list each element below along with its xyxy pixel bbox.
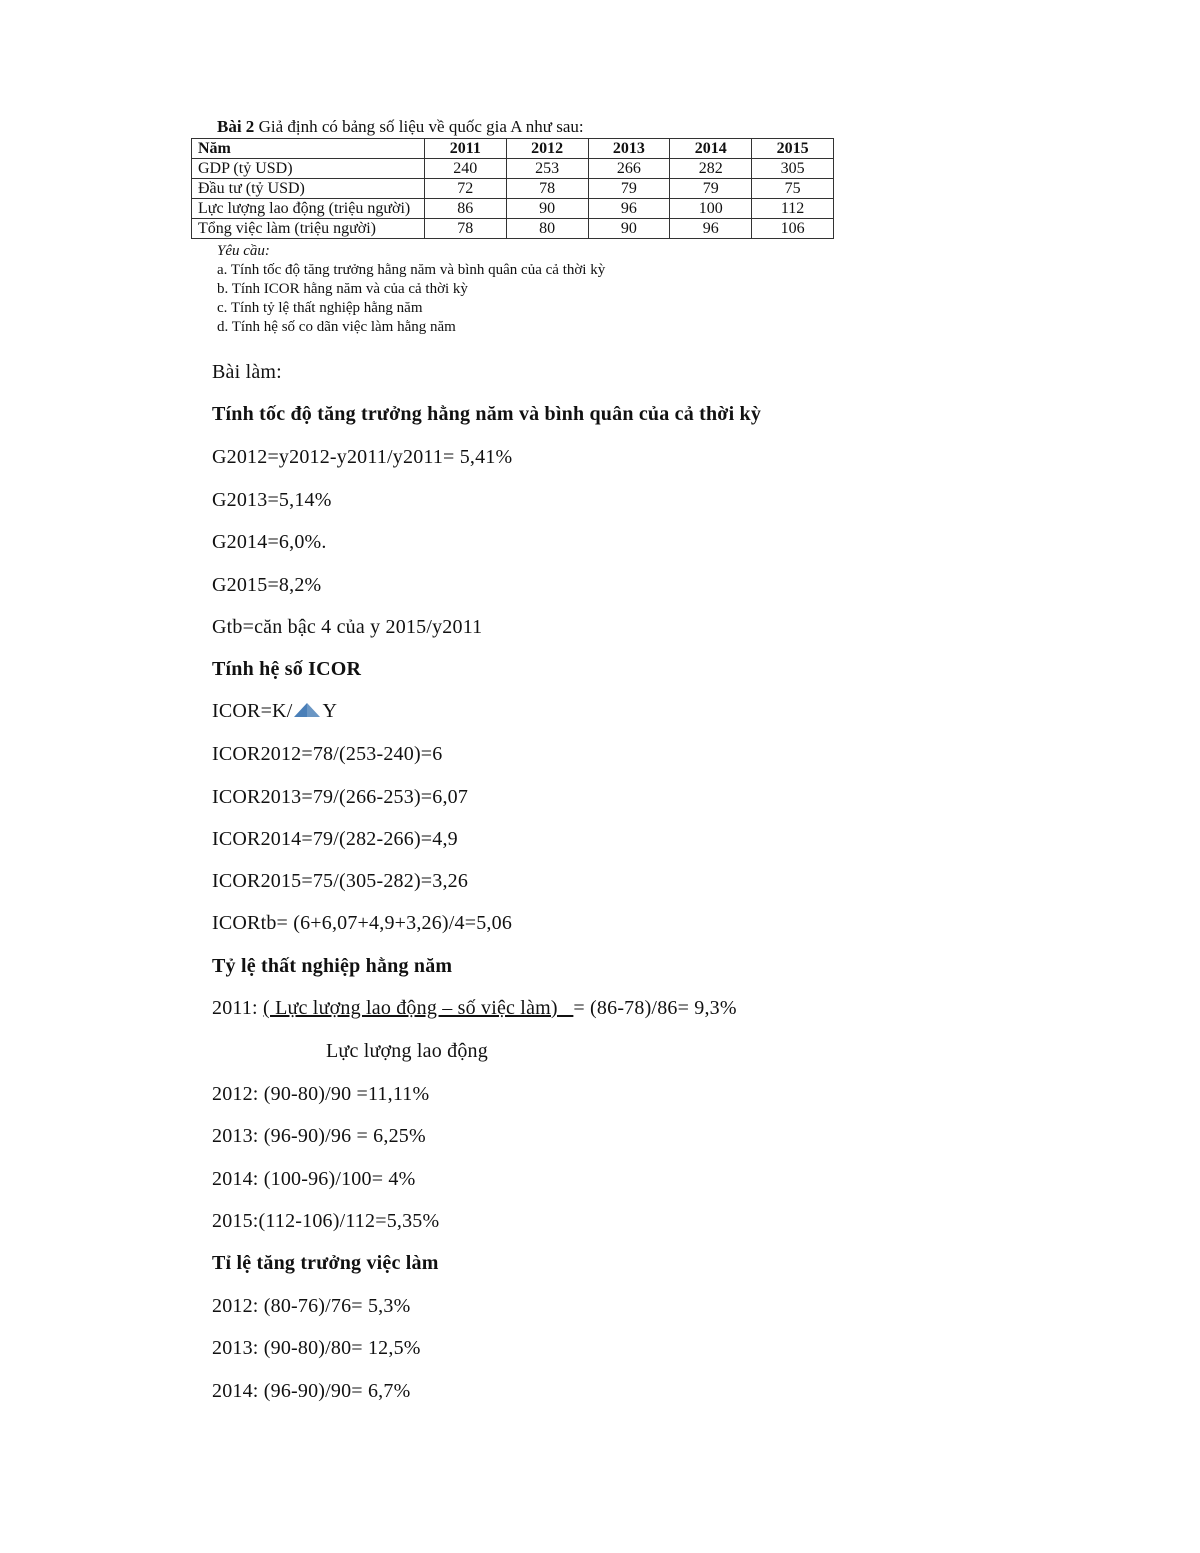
unemployment-2011-formula bbox=[212, 997, 737, 1020]
unemployment-2011-result: = (86-78)/86= 9,3% bbox=[573, 997, 737, 1019]
growth-line: Gtb=căn bậc 4 của y 2015/y2011 bbox=[212, 616, 483, 638]
section-heading-icor: Tính hệ số ICOR bbox=[212, 658, 362, 680]
table-row bbox=[192, 219, 834, 239]
solution-intro: Bài làm: bbox=[212, 361, 282, 383]
section-heading-growth: Tính tốc độ tăng trưởng hằng năm và bình quân của cả thời kỳ bbox=[212, 403, 762, 425]
unemployment-line: 2013: (96-90)/96 = 6,25% bbox=[212, 1125, 426, 1147]
table-header-cell: 2011 bbox=[424, 139, 506, 159]
growth-line: G2012=y2012-y2011/y2011= 5,41% bbox=[212, 446, 513, 468]
data-table bbox=[191, 138, 834, 239]
table-header-row bbox=[192, 139, 834, 159]
table-header-cell: 2015 bbox=[752, 139, 834, 159]
table-header-cell: Năm bbox=[192, 139, 425, 159]
unemployment-2011-numerator: ( Lực lượng lao động – số việc làm) bbox=[263, 997, 574, 1019]
table-header-cell: 2013 bbox=[588, 139, 670, 159]
unemployment-2011-prefix: 2011: bbox=[212, 997, 264, 1019]
requirement-item: d. Tính hệ số co dãn việc làm hằng năm bbox=[217, 319, 456, 335]
table-cell: 79 bbox=[588, 179, 670, 199]
icor-line: ICOR2015=75/(305-282)=3,26 bbox=[212, 870, 469, 892]
requirement-item: b. Tính ICOR hằng năm và của cả thời kỳ bbox=[217, 281, 468, 297]
table-cell: 266 bbox=[588, 159, 670, 179]
table-cell: Đầu tư (tỷ USD) bbox=[192, 179, 425, 199]
table-cell: 79 bbox=[670, 179, 752, 199]
table-row bbox=[192, 199, 834, 219]
table-cell: 240 bbox=[424, 159, 506, 179]
icor-formula-right: Y bbox=[322, 700, 338, 722]
table-cell: Lực lượng lao động (triệu người) bbox=[192, 199, 425, 219]
icor-line: ICOR2014=79/(282-266)=4,9 bbox=[212, 828, 458, 850]
problem-title bbox=[217, 117, 584, 137]
requirements-title: Yêu cầu: bbox=[217, 243, 270, 259]
growth-line: G2015=8,2% bbox=[212, 574, 322, 596]
table-row bbox=[192, 159, 834, 179]
table-cell: 90 bbox=[506, 199, 588, 219]
table-header-cell: 2012 bbox=[506, 139, 588, 159]
unemployment-line: 2015:(112-106)/112=5,35% bbox=[212, 1210, 440, 1232]
table-cell: 253 bbox=[506, 159, 588, 179]
problem-title-text: Giả định có bảng số liệu về quốc gia A như sau: bbox=[254, 117, 584, 136]
problem-title-bold: Bài 2 bbox=[217, 117, 255, 136]
section-heading-unemployment: Tỷ lệ thất nghiệp hằng năm bbox=[212, 955, 453, 977]
table-cell: 86 bbox=[424, 199, 506, 219]
table-cell: 90 bbox=[588, 219, 670, 239]
section-heading-jobs: Tỉ lệ tăng trưởng việc làm bbox=[212, 1252, 439, 1274]
icor-line: ICOR2012=78/(253-240)=6 bbox=[212, 743, 443, 765]
growth-line: G2013=5,14% bbox=[212, 489, 332, 511]
table-cell: 75 bbox=[752, 179, 834, 199]
table-cell: 112 bbox=[752, 199, 834, 219]
table-cell: 78 bbox=[506, 179, 588, 199]
table-cell: 96 bbox=[670, 219, 752, 239]
table-cell: 80 bbox=[506, 219, 588, 239]
table-cell: 72 bbox=[424, 179, 506, 199]
requirement-item: c. Tính tỷ lệ thất nghiệp hằng năm bbox=[217, 300, 423, 316]
table-cell: 282 bbox=[670, 159, 752, 179]
unemployment-line: 2012: (90-80)/90 =11,11% bbox=[212, 1083, 430, 1105]
table-cell: Tổng việc làm (triệu người) bbox=[192, 219, 425, 239]
icor-formula-left: ICOR=K/ bbox=[212, 700, 293, 722]
unemployment-line: 2014: (100-96)/100= 4% bbox=[212, 1168, 416, 1190]
icor-line: ICOR2013=79/(266-253)=6,07 bbox=[212, 786, 469, 808]
jobs-line: 2014: (96-90)/90= 6,7% bbox=[212, 1380, 411, 1402]
table-header-cell: 2014 bbox=[670, 139, 752, 159]
requirement-item: a. Tính tốc độ tăng trưởng hằng năm và bình quân của cả thời kỳ bbox=[217, 262, 606, 278]
jobs-line: 2013: (90-80)/80= 12,5% bbox=[212, 1337, 421, 1359]
table-cell: 305 bbox=[752, 159, 834, 179]
jobs-line: 2012: (80-76)/76= 5,3% bbox=[212, 1295, 411, 1317]
table-row bbox=[192, 179, 834, 199]
table-cell: 78 bbox=[424, 219, 506, 239]
table-cell: 100 bbox=[670, 199, 752, 219]
delta-triangle-icon bbox=[293, 701, 321, 724]
icor-line: ICORtb= (6+6,07+4,9+3,26)/4=5,06 bbox=[212, 912, 513, 934]
table-cell: GDP (tỷ USD) bbox=[192, 159, 425, 179]
table-cell: 106 bbox=[752, 219, 834, 239]
unemployment-2011-denominator: Lực lượng lao động bbox=[326, 1040, 488, 1062]
icor-formula bbox=[212, 700, 337, 724]
growth-line: G2014=6,0%. bbox=[212, 531, 327, 553]
table-cell: 96 bbox=[588, 199, 670, 219]
